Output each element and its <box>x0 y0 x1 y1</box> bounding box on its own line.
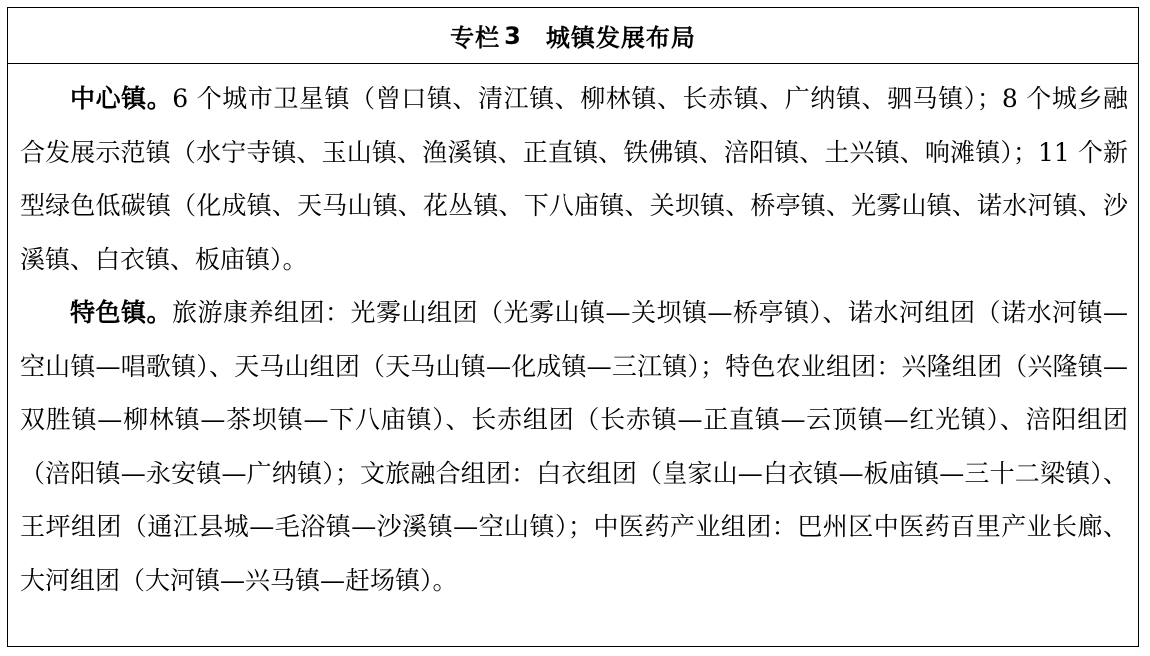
paragraph-central-towns <box>20 72 1128 286</box>
title-prefix: 专栏 <box>450 24 501 52</box>
paragraph-text: 旅游康养组团：光雾山组团（光雾山镇—关坝镇—桥亭镇）、诺水河组团（诺水河镇—空山镇—唱歌镇）、天马山组团（天马山镇—化成镇—三江镇）；特色农业组团：兴隆组团（兴隆镇—双胜镇—柳林镇—茶坝镇—下八庙镇）、长赤组团（长赤镇—正直镇—云顶镇—红光镇）、涪阳组团（涪阳镇—永安镇—广纳镇）；文旅融合组团：白衣组团（皇家山—白衣镇—板庙镇—三十二梁镇）、王坪组团（通江县城—毛浴镇—沙溪镇—空山镇）；中医药产业组团：巴州区中医药百里产业长廊、大河组团（大河镇—兴马镇—赶场镇）。 <box>20 298 1128 595</box>
box-title <box>8 8 1138 64</box>
title-text: 城镇发展布局 <box>545 24 696 52</box>
paragraph-featured-towns <box>20 286 1128 607</box>
paragraph-lead: 特色镇。 <box>70 298 172 327</box>
paragraph-lead: 中心镇。 <box>70 84 173 113</box>
title-number: 3 <box>504 21 522 50</box>
box-body <box>8 64 1138 607</box>
column-box <box>7 7 1139 647</box>
paragraph-text: 6 个城市卫星镇（曾口镇、清江镇、柳林镇、长赤镇、广纳镇、驷马镇）；8 个城乡融合发展示范镇（水宁寺镇、玉山镇、渔溪镇、正直镇、铁佛镇、涪阳镇、土兴镇、响滩镇）；11 个新型绿色低碳镇（化成镇、天马山镇、花丛镇、下八庙镇、关坝镇、桥亭镇、光雾山镇、诺水河镇、沙溪镇、白衣镇、板庙镇）。 <box>20 84 1128 274</box>
